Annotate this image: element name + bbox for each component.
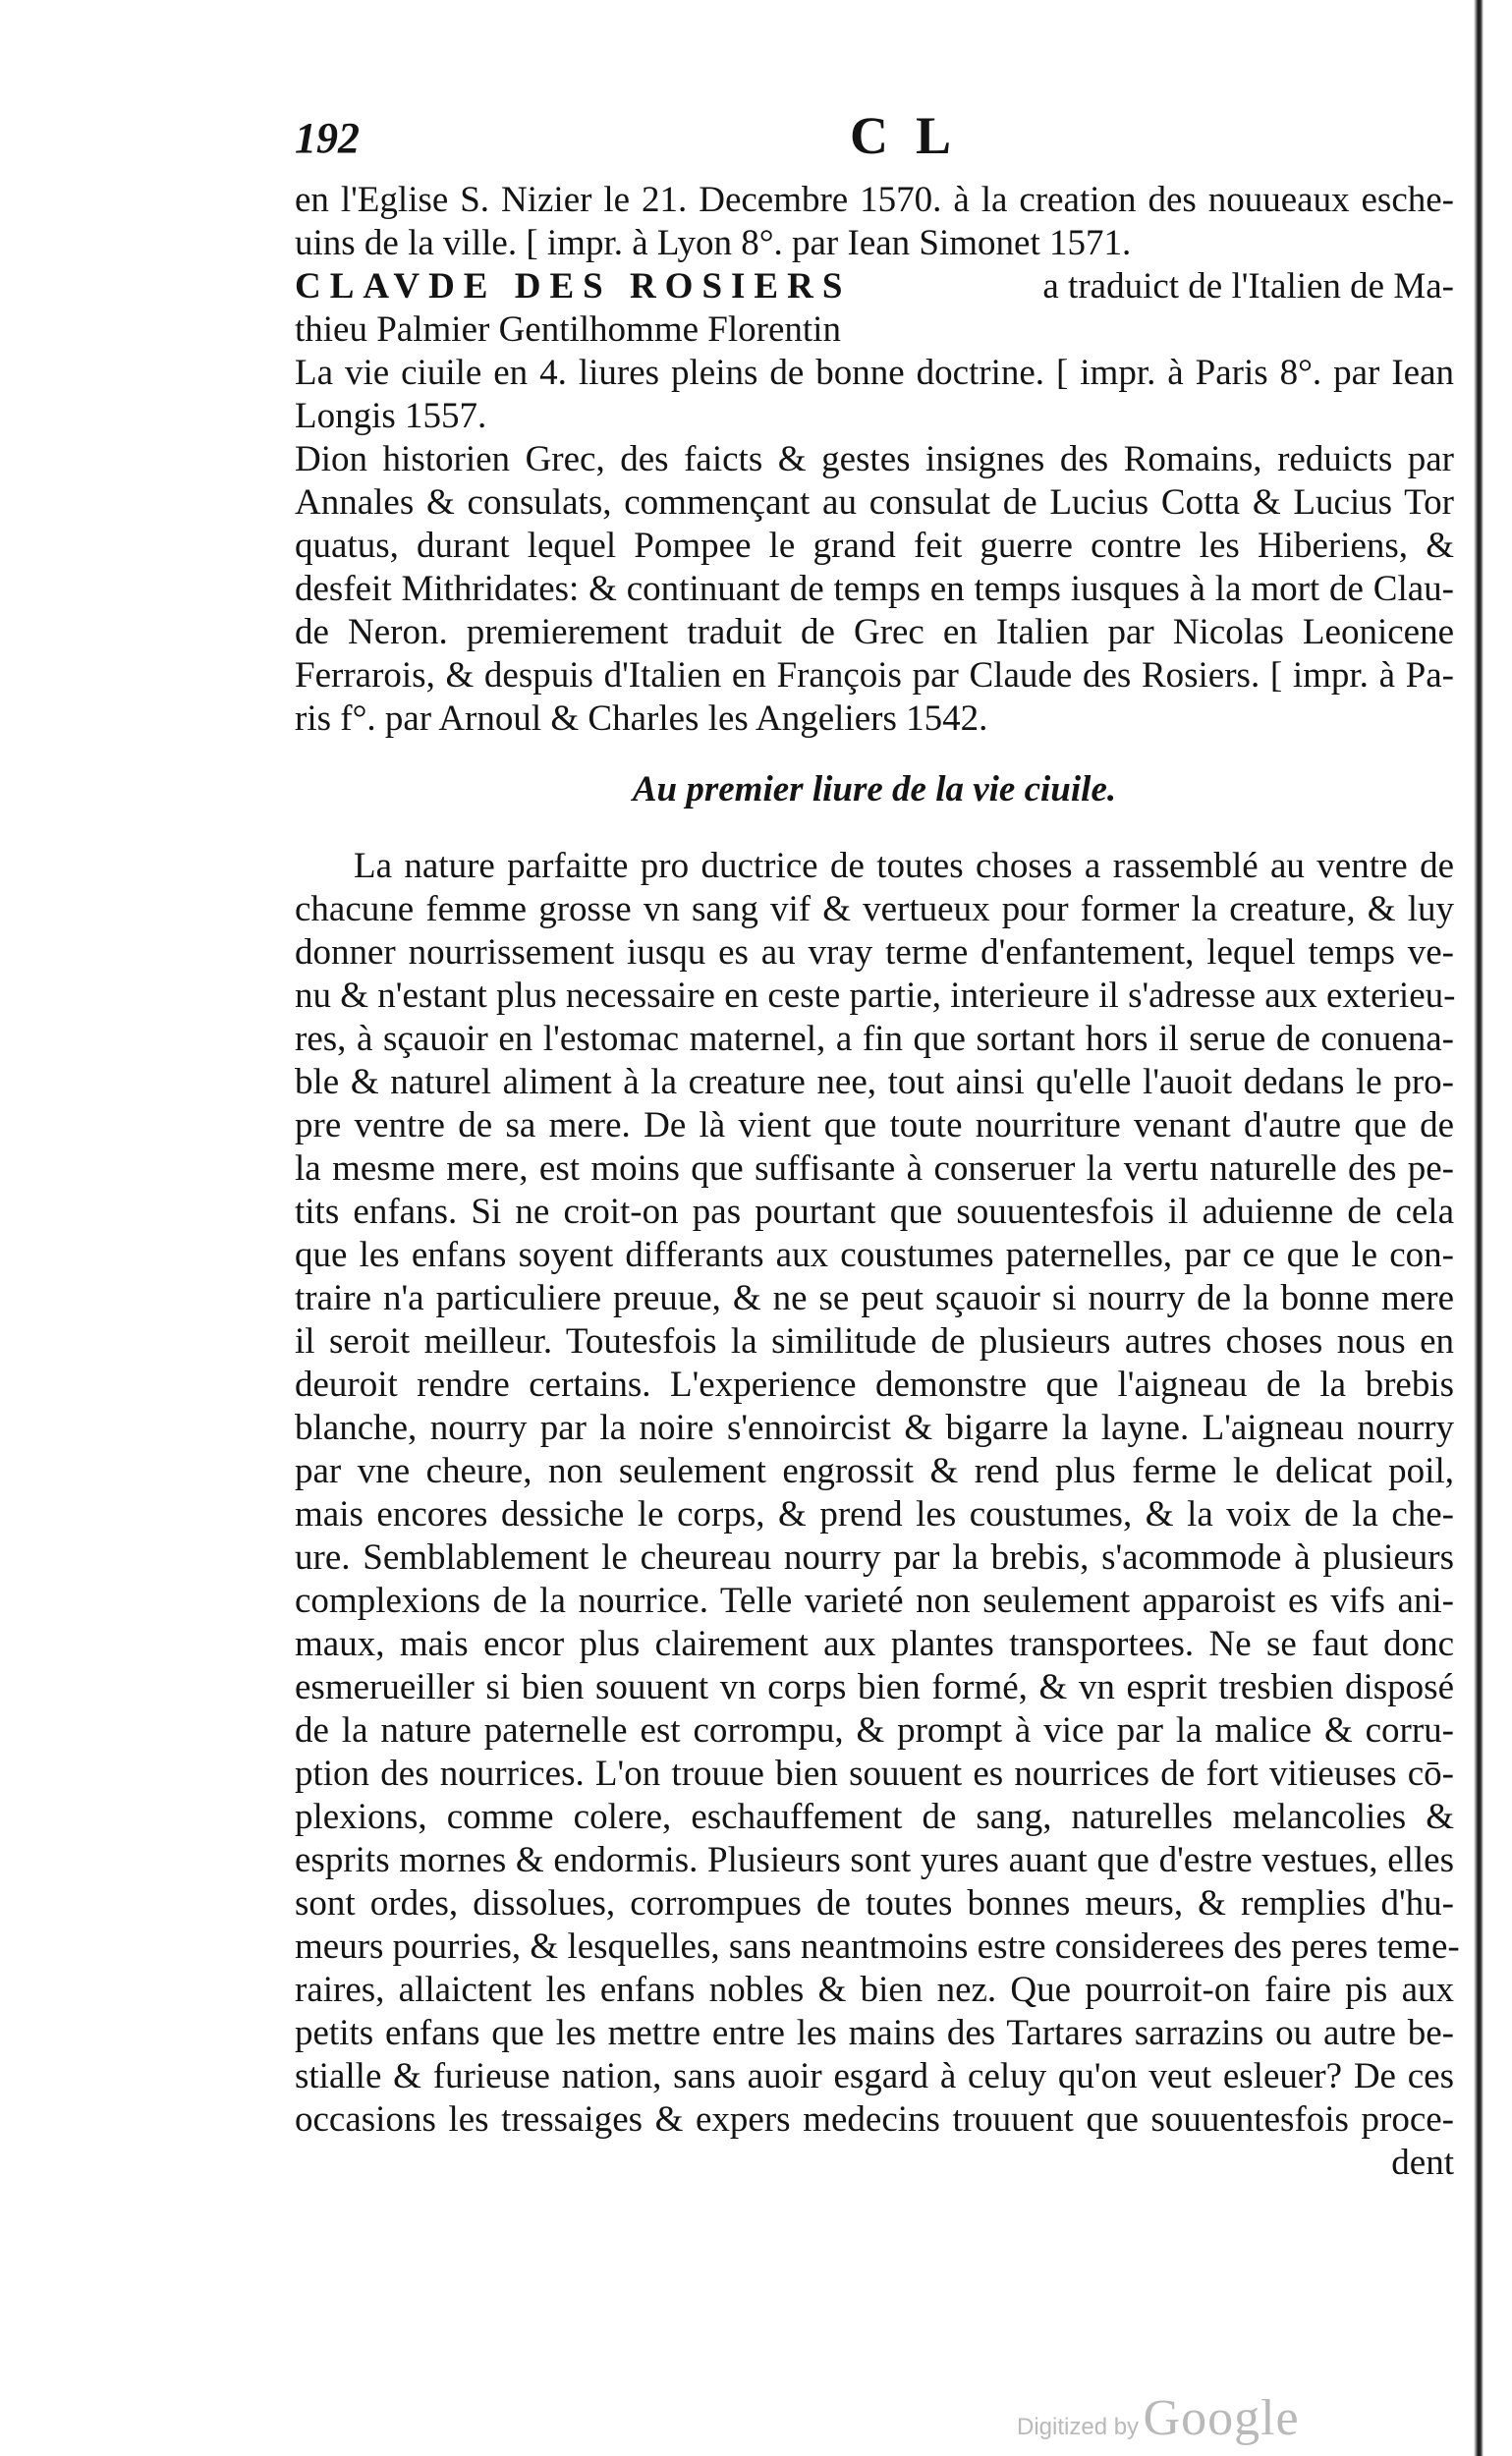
body-line: raires, allaictent les enfans nobles & bien nez. Que pourroit-on faire pis aux (295, 1970, 1454, 2010)
body-line: occasions les tressaiges & expers medecins trouuent que souuentesfois proce- (295, 2099, 1454, 2140)
body-line: la mesme mere, est moins que suffisante à conseruer la vertu naturelle des pe- (295, 1148, 1454, 1189)
body-line: res, à sçauoir en l'estomac maternel, a fin que sortant hors il serue de conuena- (295, 1019, 1454, 1059)
body-line: de la nature paternelle est corrompu, & prompt à vice par la malice & corru- (295, 1710, 1454, 1751)
body-line: il seroit meilleur. Toutesfois la similitude de plusieurs autres choses nous en (295, 1321, 1454, 1362)
body-line: tits enfans. Si ne croit-on pas pourtant que souuentesfois il aduienne de cela (295, 1192, 1454, 1232)
text-line: Ferrarois, & despuis d'Italien en François par Claude des Rosiers. [ impr. à Pa- (295, 655, 1454, 696)
body-line: maux, mais encor plus clairement aux plantes transportees. Ne se faut donc (295, 1624, 1454, 1664)
text-line: Annales & consulats, commençant au consulat de Lucius Cotta & Lucius Tor (295, 482, 1454, 523)
section-title: Au premier liure de la vie ciuile. (632, 769, 1117, 809)
body-line: ure. Semblablement le cheureau nourry par la brebis, s'acommode à plusieurs (295, 1537, 1454, 1578)
body-line: par vne cheure, non seulement engrossit & rend plus ferme le delicat poil, (295, 1451, 1454, 1491)
body-line: petits enfans que les mettre entre les mains des Tartares sarrazins ou autre be- (295, 2013, 1454, 2053)
body-line: nu & n'estant plus necessaire en ceste partie, interieure il s'adresse aux exterieu- (295, 976, 1456, 1016)
page-number: 192 (295, 114, 360, 162)
author-entry-line (295, 265, 1454, 308)
body-line: ble & naturel aliment à la creature nee, tout ainsi qu'elle l'auoit dedans le pro- (295, 1062, 1454, 1102)
body-line: esmerueiller si bien souuent vn corps bien formé, & vn esprit tresbien disposé (295, 1667, 1454, 1707)
text-line: quatus, durant lequel Pompee le grand feit guerre contre les Hiberiens, & (295, 526, 1454, 566)
body-line: La nature parfaitte pro ductrice de toutes choses a rassemblé au ventre de (354, 846, 1454, 886)
text-line: de Neron. premierement traduit de Grec en Italien par Nicolas Leonicene (295, 612, 1454, 652)
text-line: uins de la ville. [ impr. à Lyon 8°. par Iean Simonet 1571. (295, 223, 1132, 263)
body-line: traire n'a particuliere preuue, & ne se peut sçauoir si nourry de la bonne mere (295, 1278, 1454, 1318)
body-line: donner nourrissement iusqu es au vray terme d'enfantement, lequel temps ve- (295, 932, 1454, 973)
body-line: ption des nourrices. L'on trouue bien souuent es nourrices de fort vitieuses cō- (295, 1754, 1454, 1794)
google-logo: Google (1143, 2390, 1300, 2446)
body-line: complexions de la nourrice. Telle varieté non seulement apparoist es vifs ani- (295, 1581, 1454, 1621)
text-line: desfeit Mithridates: & continuant de temps en temps iusques à la mort de Clau- (295, 569, 1454, 609)
author-entry-rest: a traduict de l'Italien de Ma- (1042, 266, 1454, 307)
author-name: CLAVDE DES ROSIERS (295, 266, 852, 307)
catchword: dent (1391, 2143, 1454, 2183)
body-line: chacune femme grosse vn sang vif & vertueux pour former la creature, & luy (295, 889, 1454, 929)
text-line: La vie ciuile en 4. liures pleins de bonne doctrine. [ impr. à Paris 8°. par Iean (295, 353, 1454, 393)
body-line: mais encores dessiche le corps, & prend les coustumes, & la voix de la che- (295, 1494, 1454, 1535)
body-line: meurs pourries, & lesquelles, sans neantmoins estre considerees des peres teme- (295, 1926, 1460, 1967)
body-line: que les enfans soyent differants aux coustumes paternelles, par ce que le con- (295, 1235, 1454, 1275)
text-line: ris f°. par Arnoul & Charles les Angeliers 1542. (295, 698, 988, 739)
body-line: stialle & furieuse nation, sans auoir esgard à celuy qu'on veut esleuer? De ces (295, 2056, 1454, 2096)
text-line: en l'Eglise S. Nizier le 21. Decembre 1570. à la creation des nouueaux esche- (295, 180, 1454, 220)
page-edge-shadow (1474, 0, 1484, 2456)
text-line: thieu Palmier Gentilhomme Florentin (295, 309, 841, 350)
running-head: CL (850, 106, 980, 165)
body-line: blanche, nourry par la noire s'ennoircist & bigarre la layne. L'aigneau nourry (295, 1408, 1454, 1448)
body-line: deuroit rendre certains. L'experience demonstre que l'aigneau de la brebis (295, 1365, 1454, 1405)
text-line: Dion historien Grec, des faicts & gestes insignes des Romains, reduicts par (295, 439, 1454, 479)
body-line: esprits mornes & endormis. Plusieurs sont yures auant que d'estre vestues, elles (295, 1840, 1454, 1880)
body-line: pre ventre de sa mere. De là vient que toute nourriture venant d'autre que de (295, 1105, 1454, 1145)
text-line: Longis 1557. (295, 396, 487, 436)
body-line: sont ordes, dissolues, corrompues de toutes bonnes meurs, & remplies d'hu- (295, 1883, 1454, 1924)
body-line: plexions, comme colere, eschauffement de sang, naturelles melancolies & (295, 1797, 1454, 1837)
watermark-prefix: Digitized by (1017, 2414, 1140, 2440)
page-header (295, 106, 1454, 172)
digitized-watermark (1017, 2389, 1300, 2447)
